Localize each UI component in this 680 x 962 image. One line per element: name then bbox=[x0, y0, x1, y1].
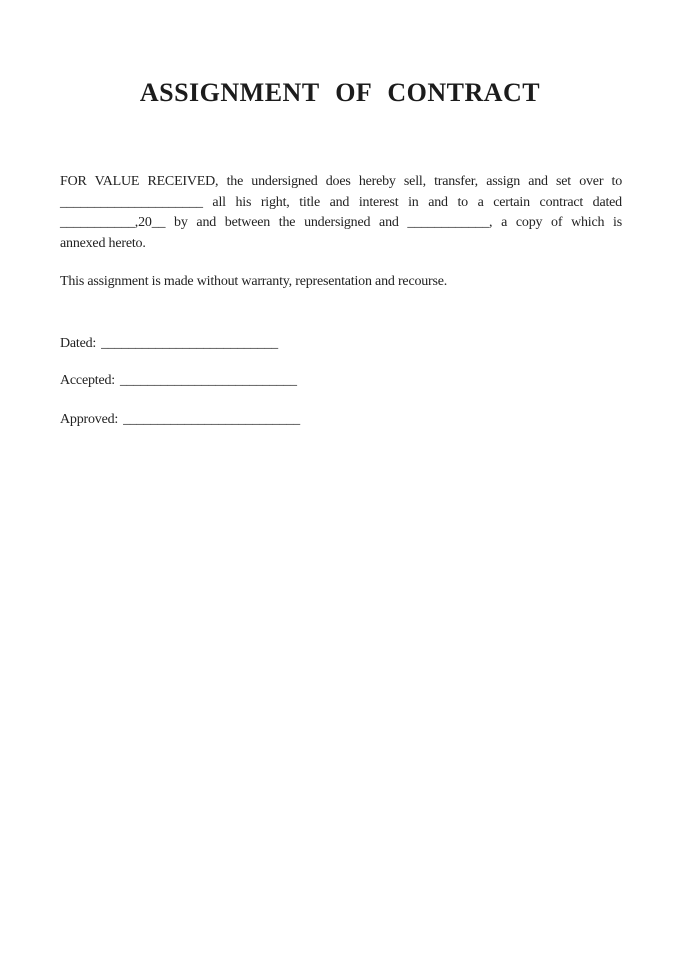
accepted-line bbox=[60, 371, 297, 391]
accepted-label: Accepted: bbox=[60, 373, 115, 388]
approved-blank: __________________________ bbox=[123, 412, 300, 427]
accepted-blank: __________________________ bbox=[119, 373, 297, 388]
body-paragraph-assignment bbox=[60, 172, 622, 254]
dated-label: Dated: bbox=[60, 336, 97, 351]
dated-line bbox=[60, 334, 278, 354]
approved-label: Approved: bbox=[60, 412, 119, 427]
approved-line bbox=[60, 410, 300, 430]
paragraph-line-1: FOR VALUE RECEIVED, the undersigned does hereby sell, transfer, assign and set over to bbox=[60, 174, 622, 189]
body-paragraph-warranty: This assignment is made without warranty, representation and recourse. bbox=[60, 274, 448, 289]
dated-blank: __________________________ bbox=[101, 336, 278, 351]
paragraph-line-2-assignee-blank: _____________________ all his right, title and interest in and to a certain contract dated bbox=[60, 194, 622, 210]
document-title: ASSIGNMENT OF CONTRACT bbox=[139, 78, 541, 107]
paragraph-line-3-date-party-blanks: ___________,20__ by and between the undersigned and ____________, a copy of which is bbox=[60, 215, 622, 230]
paragraph-line-4: annexed hereto. bbox=[60, 235, 146, 251]
